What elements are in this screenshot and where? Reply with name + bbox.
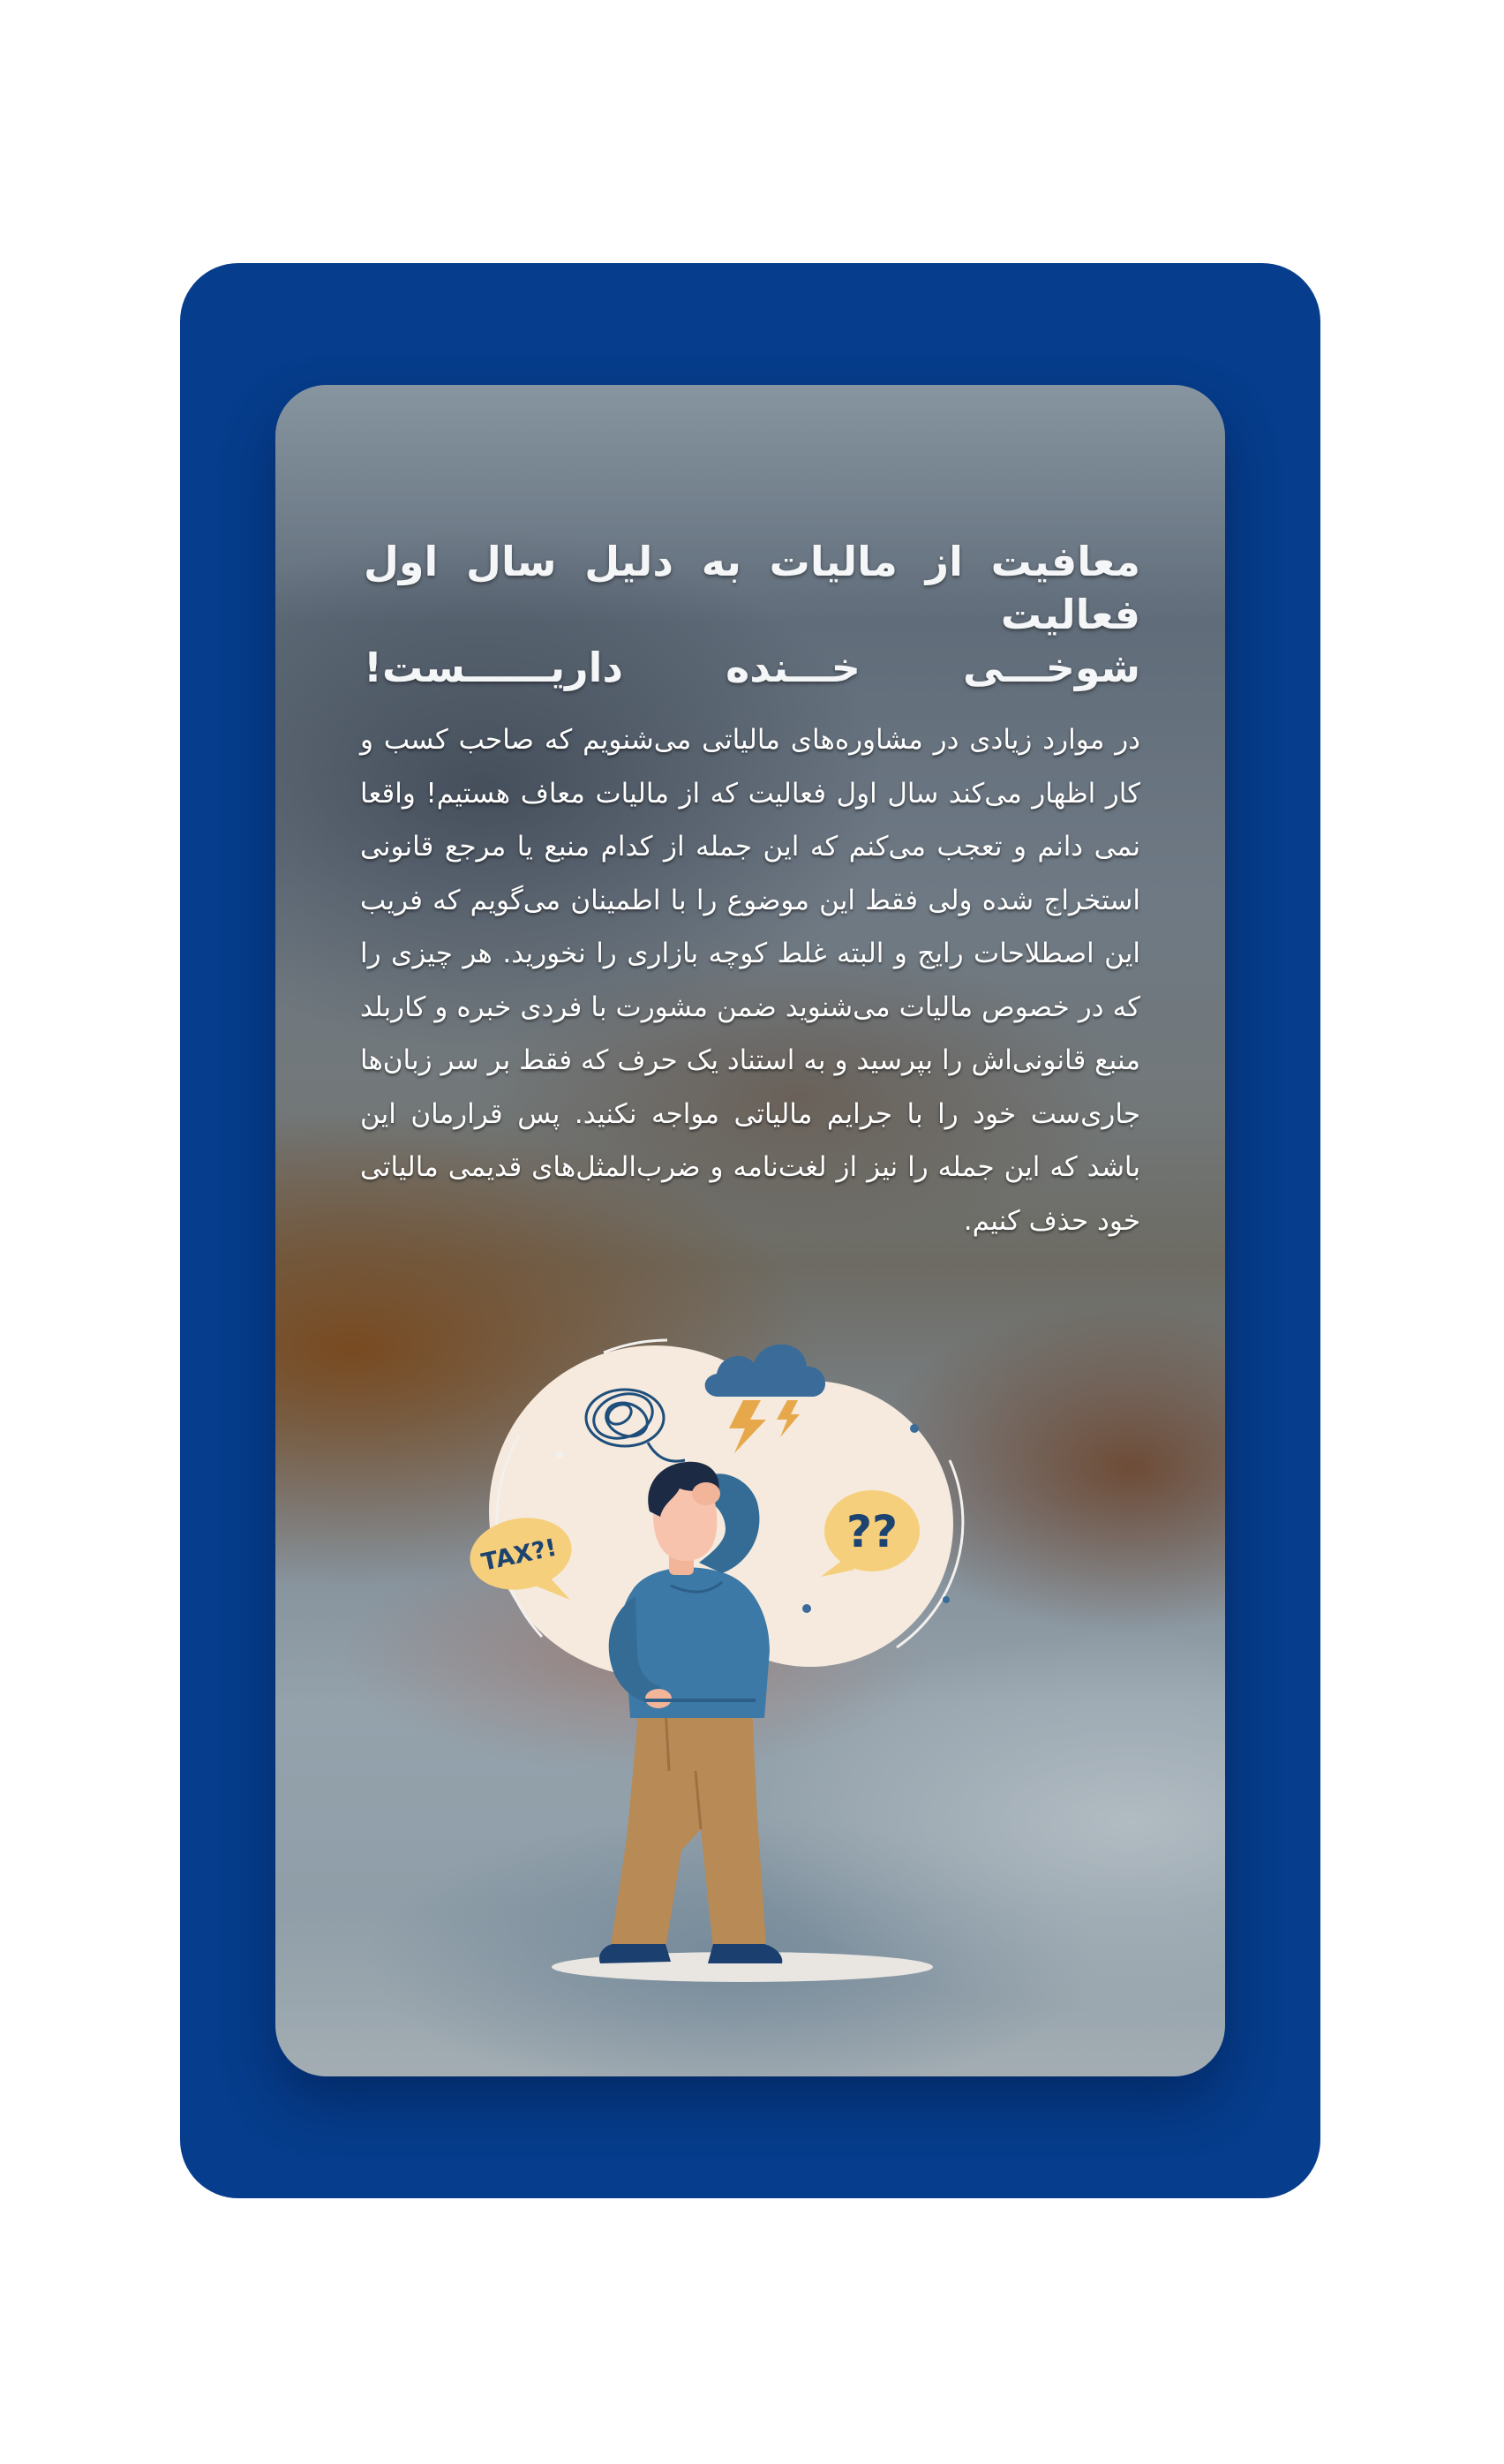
man-shoe-right	[708, 1944, 782, 1963]
man-pants	[611, 1707, 766, 1949]
body-paragraph: در موارد زیادی در مشاوره‌های مالیاتی می‌شنویم که صاحب کسب و کار اظهار می‌کند سال اول فعالیت که از مالیات معاف هستیم! واقعا نمی دانم و تعجب می‌کنم که این جمله از کدام منبع یا مرجع قانونی استخراج شده ولی فقط این موضوع را با اطمینان می‌گویم که فریب این اصطلاحات رایج و البته غلط کوچه بازاری را نخورید. هر چیزی را که در خصوص مالیات می‌شنوید ضمن مشورت با فردی خبره و کاربلد منبع قانونی‌اش را بپرسید و به استناد یک حرف که فقط بر سر زبان‌ها جاری‌ست خود را با جرایم مالیاتی مواجه نکنید. پس قرارمان این باشد که این جمله را نیز از لغت‌نامه و ضرب‌المثل‌های قدیمی مالیاتی خود حذف کنیم.	[360, 724, 1140, 1237]
tax-label: TAX?!	[478, 1533, 560, 1577]
content-card	[275, 385, 1225, 2076]
man-shoe-left	[599, 1944, 671, 1963]
title-line-1: معافیت از مالیات به دلیل سال اول فعالیت	[364, 538, 1140, 638]
confused-man-illustration	[438, 1312, 1073, 2036]
question-marks-label: ??	[846, 1506, 899, 1557]
post-title	[364, 535, 1140, 694]
title-line-2: شوخـــی خـــنده داریــــــست!	[364, 644, 1140, 691]
